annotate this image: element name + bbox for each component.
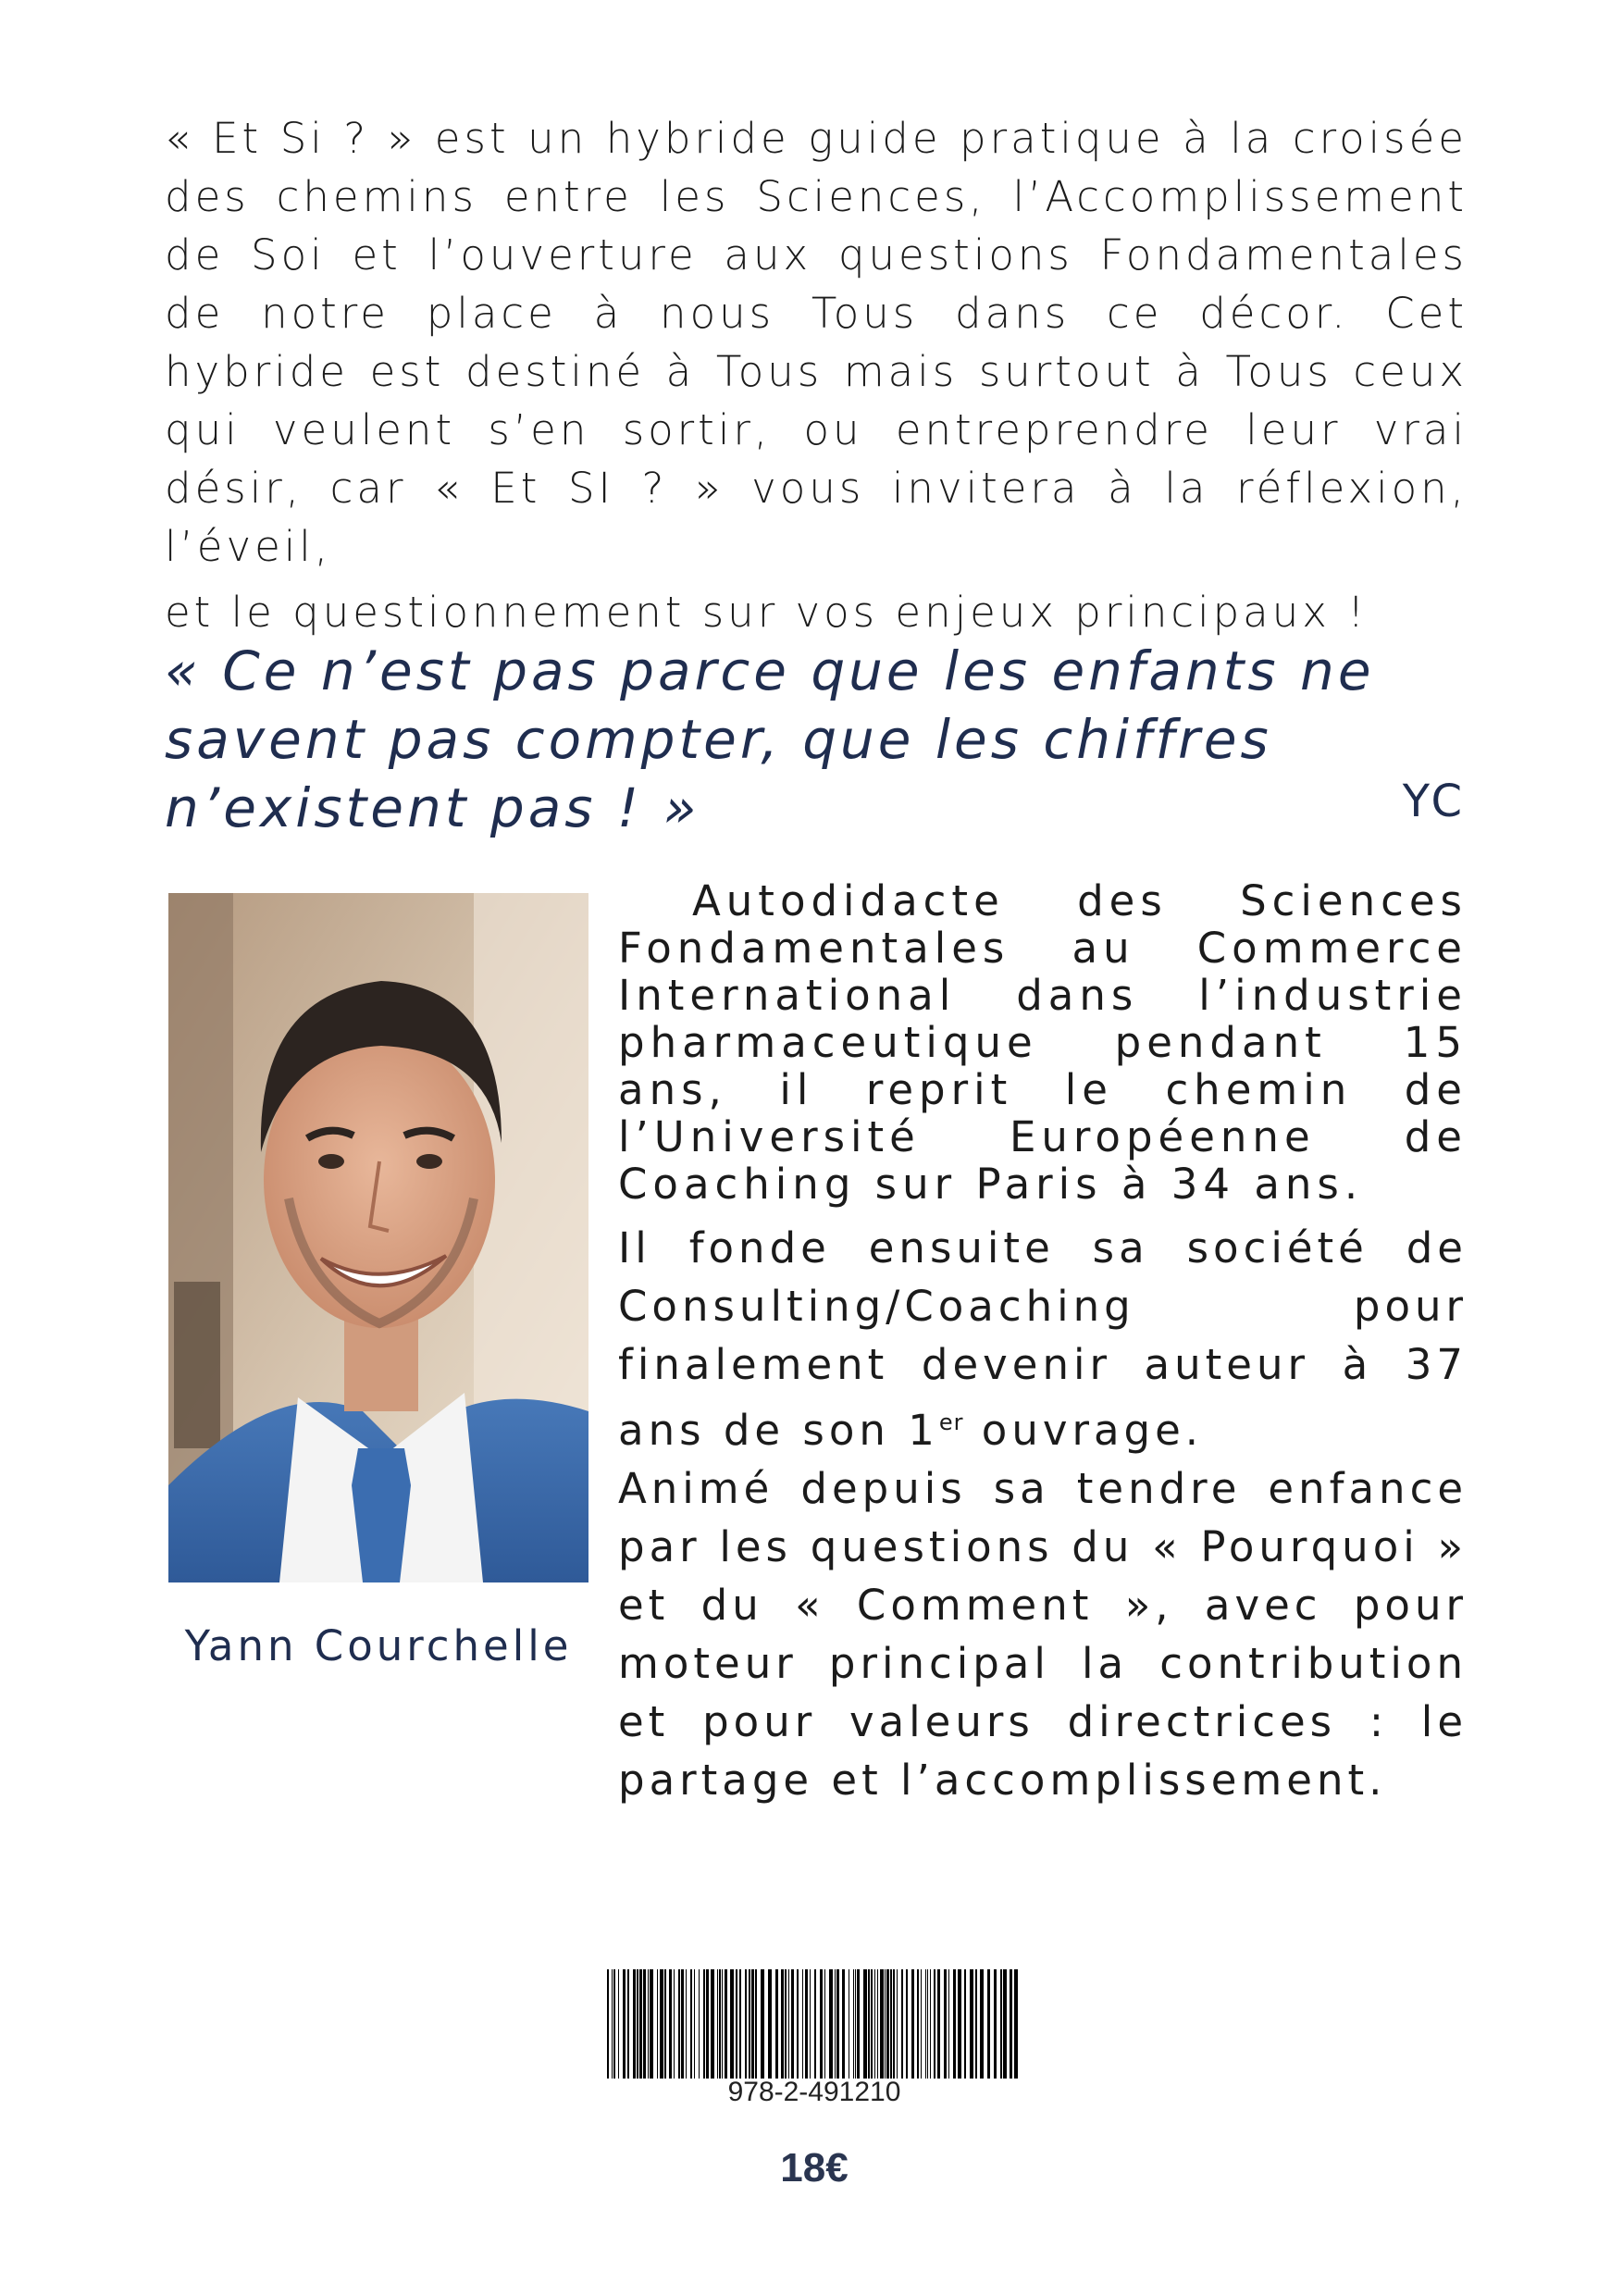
barcode-bar [637, 1969, 638, 2079]
barcode-bar [612, 1969, 613, 2079]
isbn-number: 978-2-491210 [727, 2077, 901, 2107]
barcode-bar [842, 1969, 845, 2079]
barcode-bar [863, 1969, 867, 2079]
barcode-bar [1014, 1969, 1018, 2079]
barcode-bar [681, 1969, 684, 2079]
barcode-bar [643, 1969, 646, 2079]
author-name-caption: Yann Courchelle [184, 1621, 573, 1670]
barcode-bar [703, 1969, 705, 2079]
barcode-bar [906, 1969, 908, 2079]
barcode-bar [775, 1969, 778, 2079]
barcode-bar [751, 1969, 754, 2079]
barcode-bar [623, 1969, 626, 2079]
barcode-bar [797, 1969, 799, 2079]
barcode-bar [897, 1969, 898, 2079]
barcode-bar [948, 1969, 949, 2079]
bio-paragraph: Animé depuis sa tendre enfance par les questions du « Pourquoi » et du « Comment », avec pour moteur principal la contribution et pour valeurs directrices : le partage et l’accomplissement. [618, 1464, 1468, 1805]
barcode-bar [736, 1969, 737, 2079]
barcode-bar [694, 1969, 695, 2079]
barcode-bar [970, 1969, 973, 2079]
barcode-bar [660, 1969, 663, 2079]
barcode-bar [927, 1969, 928, 2079]
bio-text: Il fonde ensuite sa société de Consulting/Coaching pour finalement devenir auteur à 37 ans de son 1 [618, 1223, 1468, 1455]
barcode-bar [836, 1969, 839, 2079]
barcode-bar [934, 1969, 935, 2079]
barcode-bar [911, 1969, 914, 2079]
barcode-bar [964, 1969, 966, 2079]
barcode-bar [885, 1969, 886, 2079]
barcode-bar [814, 1969, 816, 2079]
barcode-bar [690, 1969, 692, 2079]
barcode-bar [824, 1969, 825, 2079]
barcode-bar [739, 1969, 741, 2079]
barcode-bar [1010, 1969, 1012, 2079]
barcode-bar [686, 1969, 687, 2079]
barcode-bar [669, 1969, 672, 2079]
barcode-bar [975, 1969, 977, 2079]
barcode-bar [664, 1969, 666, 2079]
barcode-bar [980, 1969, 984, 2079]
barcode-bar [802, 1969, 803, 2079]
barcode-bar [618, 1969, 619, 2079]
barcode-bar [857, 1969, 860, 2079]
barcode-bar [719, 1969, 721, 2079]
bio-paragraph: Autodidacte des Sciences Fondamentales au Commerce International dans l’industrie pharmaceutique pendant 15 ans, il reprit le chemin de l’Université Européenne de Coaching sur Paris à 34 ans. [618, 876, 1468, 1209]
barcode-bar [880, 1969, 884, 2079]
back-cover-summary [165, 109, 1468, 641]
barcode-bar [785, 1969, 787, 2079]
barcode-bar [987, 1969, 990, 2079]
barcode-bar [930, 1969, 931, 2079]
barcode-bar [921, 1969, 922, 2079]
price-label: 18€ [780, 2145, 849, 2191]
barcode-bar [917, 1969, 919, 2079]
barcode-bar [730, 1969, 734, 2079]
barcode-bar [788, 1969, 789, 2079]
summary-text: « Et Si ? » est un hybride guide pratique à la croisée des chemins entre les Sciences, l’Accomplissement de Soi et l’ouverture aux questions Fondamentales de notre place à nous Tous dans ce décor. Cet hybride est destiné à Tous mais surtout à Tous ceux qui veulent s’en sortir, ou entreprendre leur vrai désir, car « Et SI ? » vous invitera à la réflexion, l’éveil, [165, 114, 1468, 571]
barcode-bar [820, 1969, 823, 2079]
ordinal-superscript: er [938, 1409, 964, 1435]
barcode-bar [781, 1969, 784, 2079]
barcode-bar [944, 1969, 947, 2079]
barcode-bar [717, 1969, 718, 2079]
barcode-bar [699, 1969, 700, 2079]
barcode-bar [890, 1969, 892, 2079]
barcode-bar [829, 1969, 833, 2079]
barcode-bar [937, 1969, 940, 2079]
barcode-bar [835, 1969, 836, 2079]
bio-paragraph [618, 1219, 1468, 1459]
barcode-bar [711, 1969, 714, 2079]
barcode-bar [657, 1969, 658, 2079]
barcode-bar [607, 1969, 609, 2079]
barcode-bar [706, 1969, 709, 2079]
barcode-bar [745, 1969, 747, 2079]
barcode-bar [791, 1969, 794, 2079]
barcode-bar [805, 1969, 808, 2079]
barcode-bar [953, 1969, 956, 2079]
barcode-bar [648, 1969, 649, 2079]
barcode-bar [871, 1969, 873, 2079]
author-quote: « Ce n’est pas parce que les enfants ne savent pas compter, que les chiffres n’existent pas ! » [165, 639, 1375, 839]
barcode-bar [725, 1969, 727, 2079]
barcode-bar [874, 1969, 875, 2079]
barcode-bar [749, 1969, 750, 2079]
barcode-bar [650, 1969, 653, 2079]
barcode-bar [868, 1969, 870, 2079]
barcode-bar [925, 1969, 926, 2079]
barcode-bar [893, 1969, 895, 2079]
barcode-bar [958, 1969, 961, 2079]
barcode-bar [627, 1969, 629, 2079]
barcode-bar [1000, 1969, 1002, 2079]
barcode-bar [853, 1969, 854, 2079]
barcode-bar [613, 1969, 615, 2079]
barcode-bar [761, 1969, 764, 2079]
barcode-bar [768, 1969, 772, 2079]
barcode-bar [994, 1969, 997, 2079]
author-photo [168, 893, 588, 1582]
barcode-bar [901, 1969, 903, 2079]
quote-signature: YC [1402, 776, 1466, 827]
barcode-bar [633, 1969, 636, 2079]
barcode-bar [678, 1969, 680, 2079]
barcode-bar [755, 1969, 757, 2079]
barcode-bar [722, 1969, 723, 2079]
barcode-bar [886, 1969, 889, 2079]
isbn-barcode [601, 1969, 1027, 2079]
author-bio [618, 877, 1468, 1809]
barcode-bar [810, 1969, 811, 2079]
barcode-bar [877, 1969, 878, 2079]
barcode-bar [674, 1969, 675, 2079]
barcode-bar [855, 1969, 856, 2079]
summary-last-line: et le questionnement sur vos enjeux principaux ! [165, 588, 1369, 637]
bio-text: ouvrage. [963, 1406, 1204, 1455]
barcode-bar [639, 1969, 642, 2079]
barcode-bar [1003, 1969, 1007, 2079]
